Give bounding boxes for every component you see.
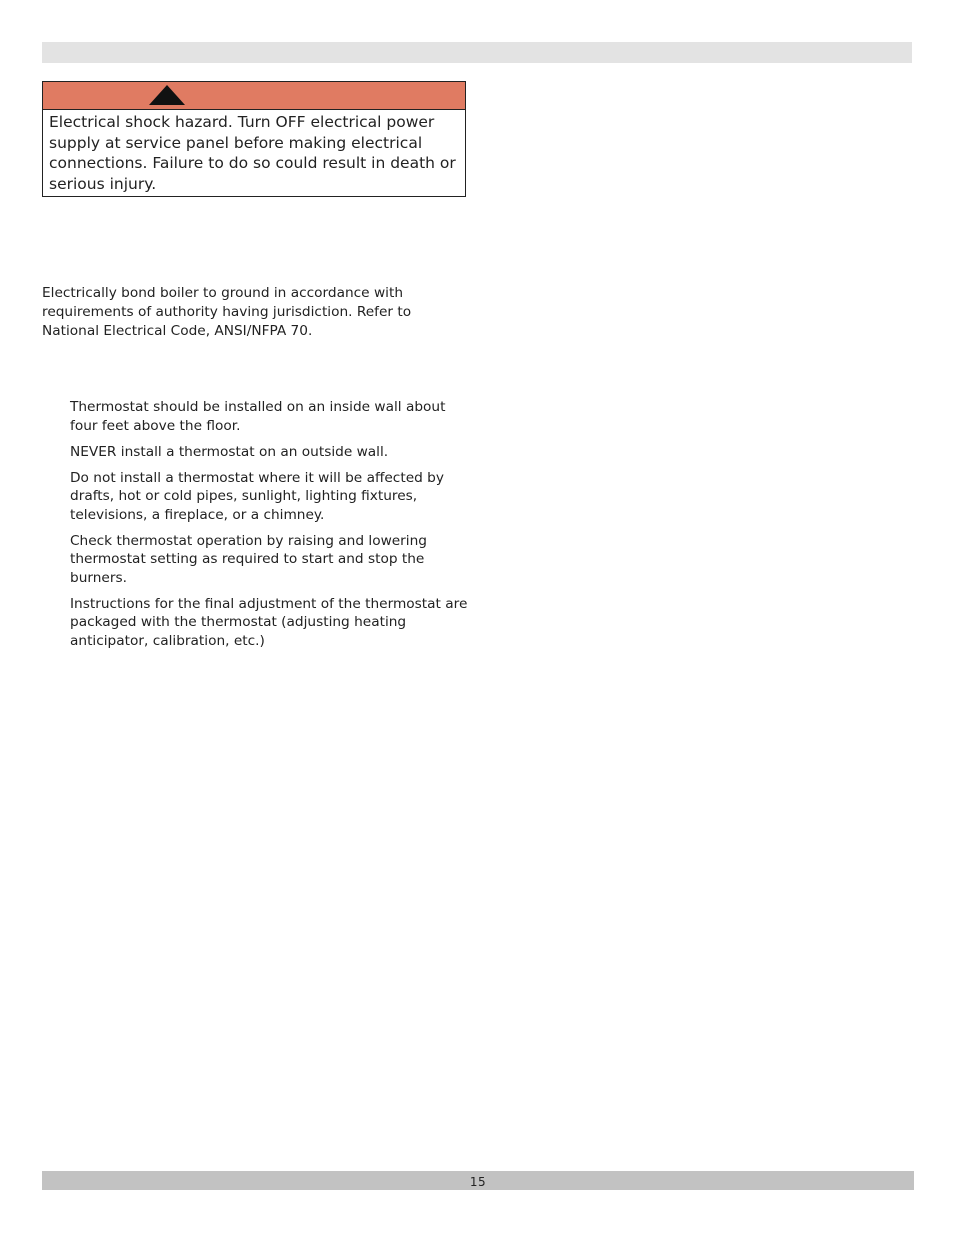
page-number: 15 — [469, 1175, 487, 1189]
warning-header — [43, 82, 465, 110]
grounding-paragraph: Electrically bond boiler to ground in accordance with requirements of authority having jurisdiction. Refer to National Electrical Code, ANSI/NFPA 70. — [42, 285, 412, 339]
list-item: NEVER install a thermostat on an outside wall. — [70, 443, 389, 460]
warning-box — [42, 81, 466, 197]
thermostat-list — [70, 398, 470, 658]
list-item: Instructions for the final adjustment of the thermostat are packaged with the thermostat (adjusting heating anticipator, calibration, etc.) — [70, 595, 468, 649]
header-bar — [42, 42, 912, 63]
warning-text: Electrical shock hazard. Turn OFF electrical power supply at service panel before making electrical connections. Failure to do so could result in death or serious injury. — [49, 113, 456, 194]
warning-triangle-icon — [149, 85, 185, 105]
footer-bar — [42, 1171, 914, 1190]
list-item: Thermostat should be installed on an inside wall about four feet above the floor. — [70, 399, 446, 434]
list-item: Do not install a thermostat where it will be affected by drafts, hot or cold pipes, sunlight, lighting fixtures, televisions, a fireplace, or a chimney. — [70, 469, 444, 523]
list-item: Check thermostat operation by raising and lowering thermostat setting as required to start and stop the burners. — [70, 532, 427, 586]
